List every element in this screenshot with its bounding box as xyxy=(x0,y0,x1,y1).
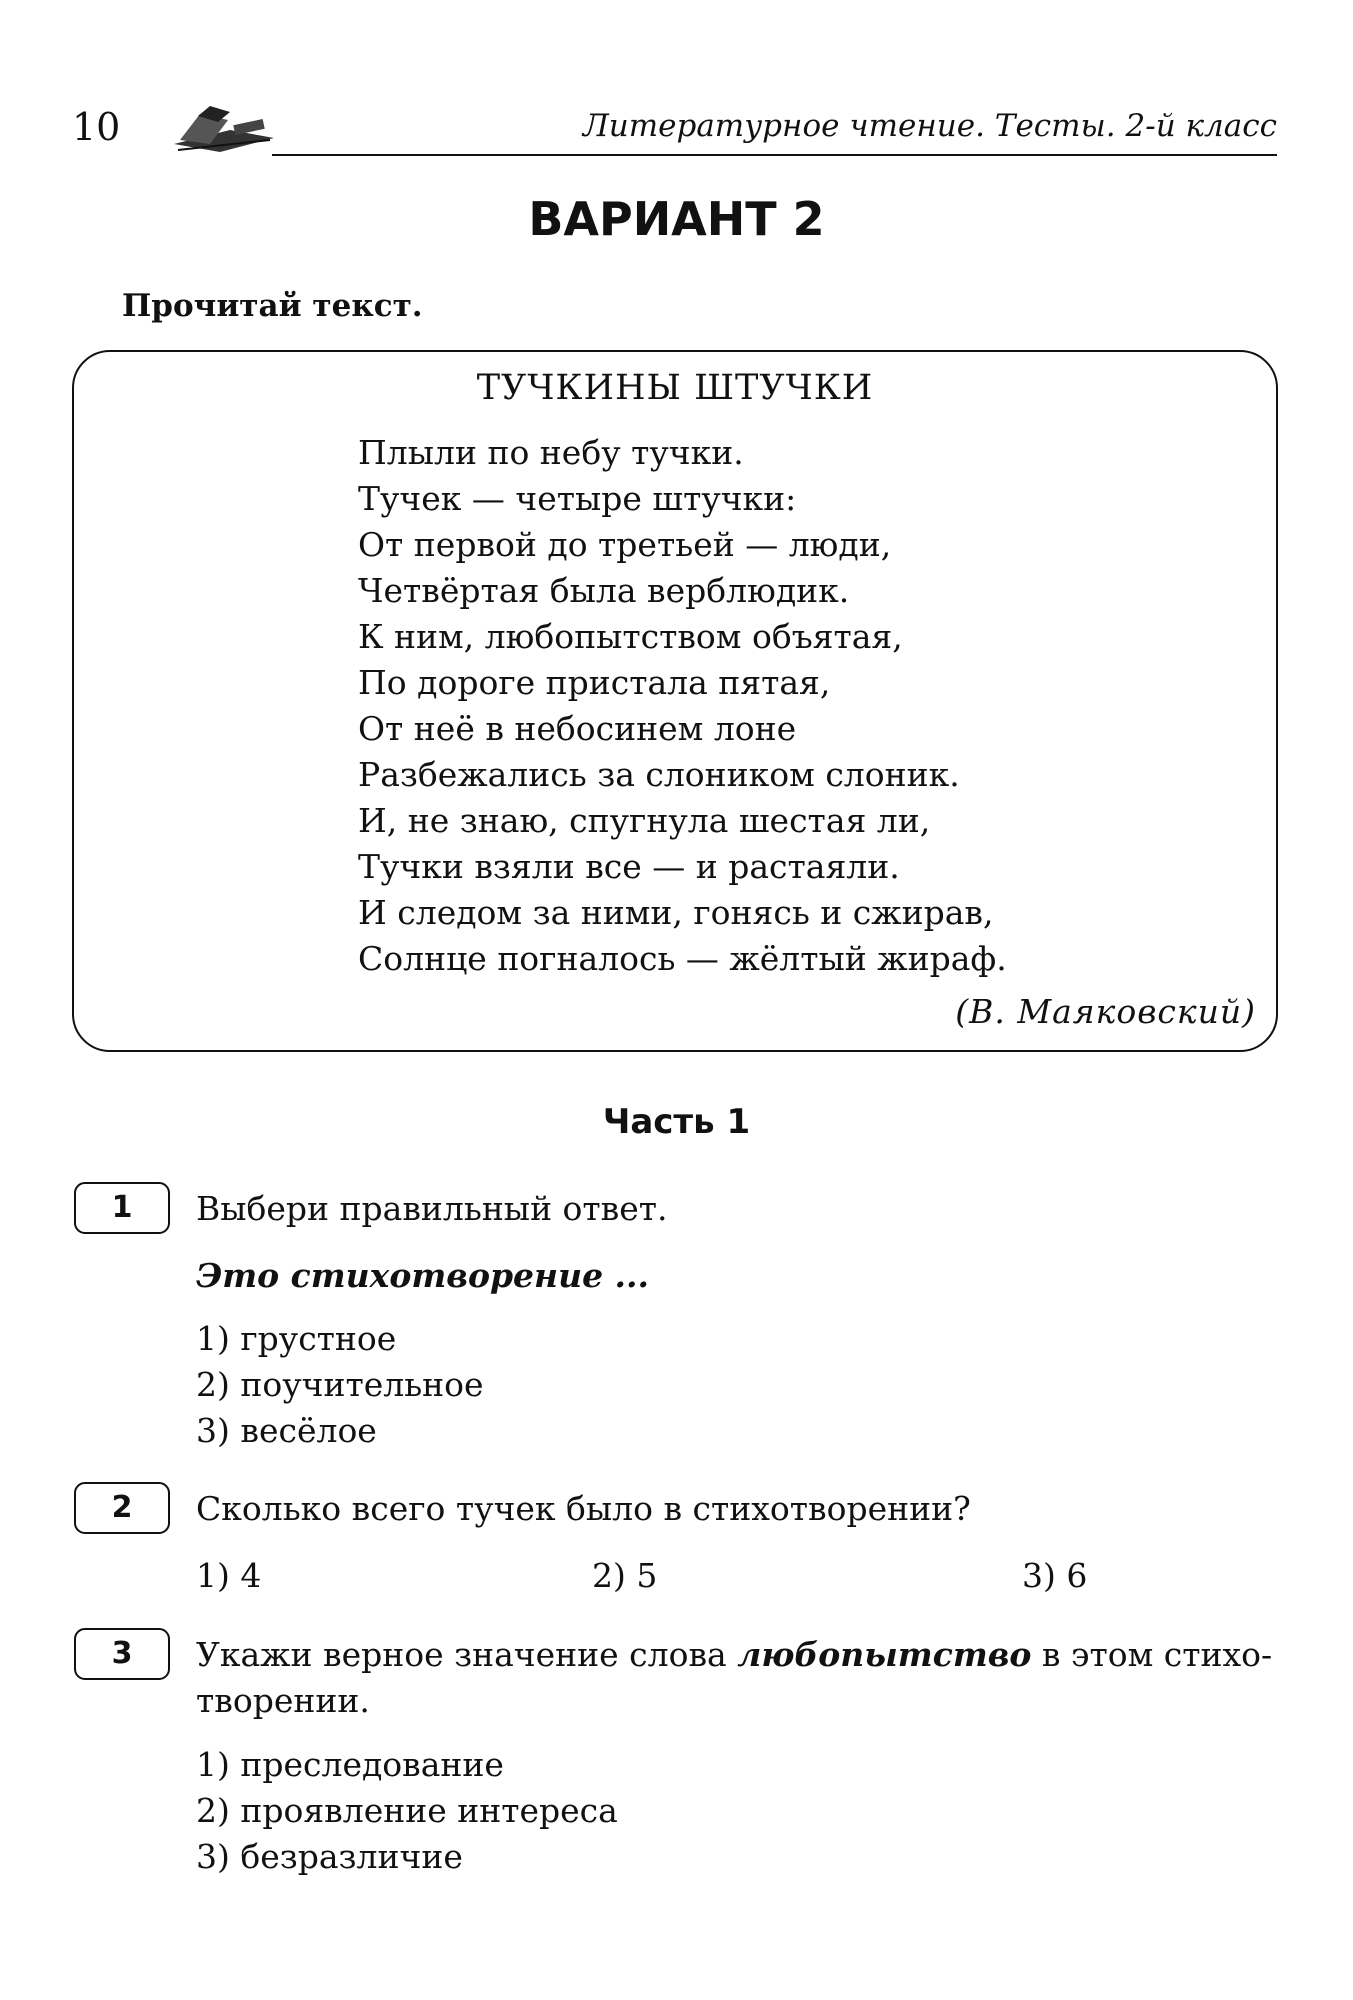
question-number-3: 3 xyxy=(74,1628,170,1680)
answer-option[interactable]: 3) 6 xyxy=(1022,1556,1088,1595)
answer-option[interactable]: 2) 5 xyxy=(592,1556,658,1595)
poem-line: От первой до третьей — люди, xyxy=(358,525,892,564)
poem-line: Плыли по небу тучки. xyxy=(358,433,744,472)
poem-line: Солнце погналось — жёлтый жираф. xyxy=(358,939,1007,978)
question-3-answers xyxy=(196,1742,618,1880)
answer-option[interactable]: 2) поучительное xyxy=(196,1365,484,1404)
poem-line: По дороге пристала пятая, xyxy=(358,663,831,702)
poem-line: Четвёртая была верблюдик. xyxy=(358,571,850,610)
poem-line: И, не знаю, спугнула шестая ли, xyxy=(358,801,931,840)
question-3-text-after: в этом стихо- xyxy=(1031,1635,1273,1674)
poem-line: И следом за ними, гонясь и сжирав, xyxy=(358,893,994,932)
question-number-2: 2 xyxy=(74,1482,170,1534)
question-1-text: Выбери правильный ответ. xyxy=(196,1189,668,1228)
part-title: Часть 1 xyxy=(602,1102,751,1142)
question-1-stem: Это стихотворение ... xyxy=(196,1256,650,1295)
poem-line: К ним, любопытством объятая, xyxy=(358,617,903,656)
question-number-1: 1 xyxy=(74,1182,170,1234)
question-3-text-line2: творении. xyxy=(196,1681,370,1720)
poem-line: От неё в небосинем лоне xyxy=(358,709,797,748)
page-number: 10 xyxy=(72,105,121,149)
book-title: Литературное чтение. Тесты. 2-й класс xyxy=(582,108,1277,144)
poem-line: Разбежались за слоником слоник. xyxy=(358,755,960,794)
answer-option[interactable]: 3) весёлое xyxy=(196,1411,377,1450)
answer-option[interactable]: 2) проявление интереса xyxy=(196,1791,618,1830)
poem-line: Тучек — четыре штучки: xyxy=(358,479,797,518)
answer-option[interactable]: 1) грустное xyxy=(196,1319,397,1358)
poem-box xyxy=(72,350,1278,1052)
question-2-text: Сколько всего тучек было в стихотворении? xyxy=(196,1489,971,1528)
poem-title: ТУЧКИНЫ ШТУЧКИ xyxy=(476,368,874,408)
answer-option[interactable]: 1) преследование xyxy=(196,1745,504,1784)
poem-lines xyxy=(358,430,1007,982)
question-3-text-before: Укажи верное значение слова xyxy=(196,1635,738,1674)
question-3-keyword: любопытство xyxy=(737,1635,1032,1674)
question-1-answers xyxy=(196,1316,484,1454)
variant-title: ВАРИАНТ 2 xyxy=(528,192,825,246)
header-rule xyxy=(272,154,1277,156)
read-text-instruction: Прочитай текст. xyxy=(122,288,423,324)
question-3-text xyxy=(196,1632,1272,1678)
poem-line: Тучки взяли все — и растаяли. xyxy=(358,847,900,886)
books-icon xyxy=(170,100,280,158)
answer-option[interactable]: 1) 4 xyxy=(196,1556,262,1595)
answer-option[interactable]: 3) безразличие xyxy=(196,1837,463,1876)
poem-author: (В. Маяковский) xyxy=(955,992,1256,1031)
